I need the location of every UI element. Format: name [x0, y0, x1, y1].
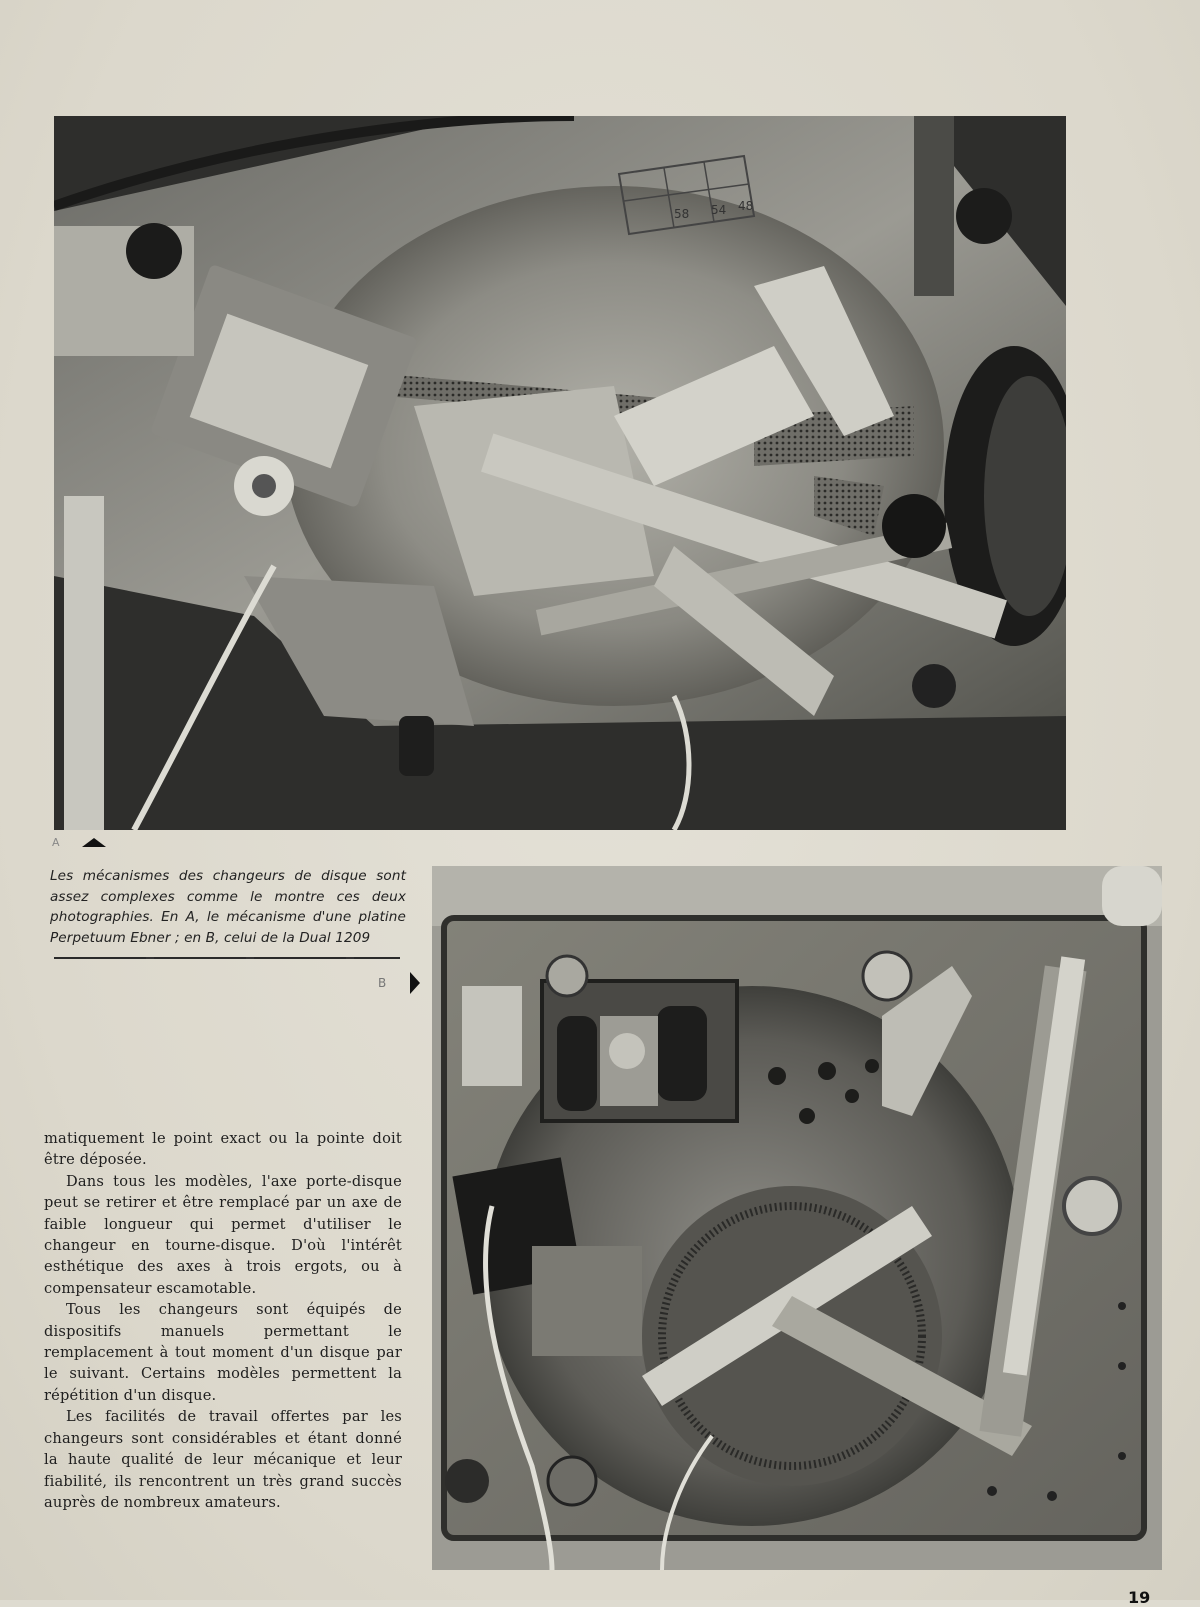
turntable-changer-mechanism-photo — [54, 116, 1066, 830]
article-paragraph: Tous les changeurs sont équipés de dispositifs manuels permettant le remplacement à tout moment d'un disque par le suivant. Certains modèles permettent la répétition d'un disque. — [44, 1301, 402, 1404]
article-paragraph: Les facilités de travail offertes par les changeurs sont considérables et étant donné la haute qualité de leur mécanique et leur fiabilité, ils rencontrent un très grand succès auprès de nombreux amateurs. — [44, 1408, 402, 1511]
photo-a-marker: A — [52, 836, 60, 849]
article-body — [44, 1128, 402, 1513]
article-paragraph: Dans tous les modèles, l'axe porte-disque peut se retirer et être remplacé par un axe de faible longueur qui permet d'utiliser le changeur en tourne-disque. D'où l'intérêt esthétique des axes à trois ergots, ou à compensateur escamotable. — [44, 1172, 402, 1297]
turntable-underside-mechanism-photo — [432, 866, 1162, 1570]
caption-divider — [54, 957, 400, 959]
table-figure: 48 — [738, 199, 754, 213]
figure-caption — [50, 866, 406, 948]
photo-b-marker: B — [378, 976, 387, 990]
arrow-up-icon — [82, 838, 106, 847]
table-figure: 54 — [711, 203, 727, 217]
article-paragraph: matiquement le point exact ou la pointe doit être déposée. — [44, 1130, 402, 1169]
page-number: 19 — [1128, 1588, 1151, 1607]
photo-a — [54, 116, 1066, 830]
caption-text: Les mécanismes des changeurs de disque sont assez complexes comme le montre ces deux photographies. En A, le mécanisme d'une platine Perpetuum Ebner ; en B, celui de la Dual 1209 — [50, 868, 406, 946]
arrow-right-icon — [410, 972, 420, 994]
photo-b — [432, 866, 1162, 1570]
table-figure: 58 — [674, 207, 690, 221]
